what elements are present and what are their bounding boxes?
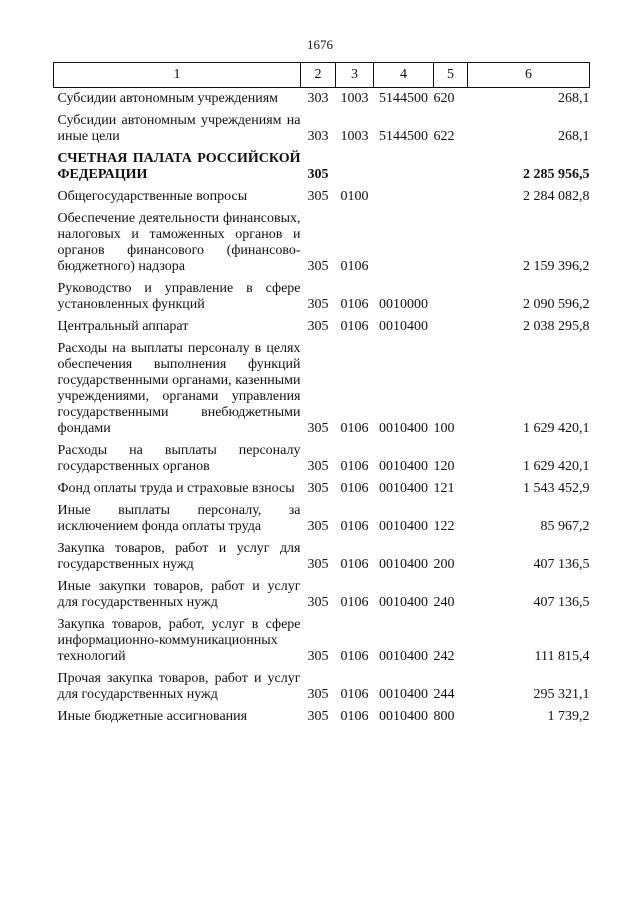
- header-cell: 6: [468, 63, 590, 88]
- item-name: Руководство и управление в сфере установленных функций: [57, 281, 301, 312]
- item-name: СЧЕТНАЯ ПАЛАТА РОССИЙСКОЙ ФЕДЕРАЦИИ: [57, 151, 301, 182]
- amount: 1 543 452,9: [523, 481, 590, 496]
- ministry-code: 305: [307, 459, 329, 474]
- amount: 1 739,2: [547, 709, 590, 724]
- section-code: 0106: [340, 297, 369, 312]
- table-row: [54, 183, 590, 205]
- expense-type-code: 622: [433, 129, 455, 144]
- table-row: [54, 665, 590, 703]
- table-row: [54, 573, 590, 611]
- header-cell: 5: [434, 63, 468, 88]
- section-code: 0100: [340, 189, 369, 204]
- item-name: Субсидии автономным учреждениям: [57, 91, 279, 106]
- amount: 268,1: [558, 91, 590, 106]
- target-article-code: 0010400: [379, 557, 428, 572]
- target-article-code: 0010400: [379, 687, 428, 702]
- ministry-code: 305: [307, 167, 329, 182]
- target-article-code: 0010400: [379, 595, 428, 610]
- table-row: [54, 313, 590, 335]
- ministry-code: 305: [307, 709, 329, 724]
- target-article-code: 0010400: [379, 459, 428, 474]
- budget-table: [53, 62, 590, 725]
- table-row: [54, 611, 590, 665]
- table-row: [54, 88, 590, 108]
- target-article-code: 0010400: [379, 709, 428, 724]
- expense-type-code: 240: [433, 595, 455, 610]
- amount: 407 136,5: [533, 557, 590, 572]
- target-article-code: 0010400: [379, 319, 428, 334]
- amount: 1 629 420,1: [523, 421, 590, 436]
- ministry-code: 305: [307, 557, 329, 572]
- item-name: Иные закупки товаров, работ и услуг для государственных нужд: [57, 579, 301, 610]
- expense-type-code: 244: [433, 687, 455, 702]
- amount: 295 321,1: [533, 687, 590, 702]
- expense-type-code: [434, 313, 468, 335]
- target-article-code: 0010400: [379, 481, 428, 496]
- table-row: [54, 535, 590, 573]
- target-article-code: 0010400: [379, 649, 428, 664]
- ministry-code: 305: [307, 481, 329, 496]
- header-cell: 4: [374, 63, 434, 88]
- ministry-code: 305: [307, 519, 329, 534]
- table-row: [54, 497, 590, 535]
- section-code: 0106: [340, 459, 369, 474]
- ministry-code: 305: [307, 297, 329, 312]
- ministry-code: 305: [307, 649, 329, 664]
- ministry-code: 305: [307, 189, 329, 204]
- section-code: 1003: [340, 129, 369, 144]
- expense-type-code: 120: [433, 459, 455, 474]
- ministry-code: 303: [307, 91, 329, 106]
- item-name: Прочая закупка товаров, работ и услуг для государственных нужд: [57, 671, 301, 702]
- item-name: Обеспечение деятельности финансовых, налоговых и таможенных органов и органов финансового (финансово-бюджетного) надзора: [57, 211, 301, 274]
- section-code: 0106: [340, 557, 369, 572]
- page-number: 1676: [307, 37, 333, 52]
- table-row: [54, 703, 590, 725]
- table-row: [54, 275, 590, 313]
- section-code: 0106: [340, 709, 369, 724]
- item-name: Субсидии автономным учреждениям на иные цели: [57, 113, 301, 144]
- section-code: 0106: [340, 595, 369, 610]
- target-article-code: 0010400: [379, 519, 428, 534]
- item-name: Закупка товаров, работ, услуг в сфере информационно-коммуникационных технологий: [57, 617, 301, 664]
- table-row: [54, 205, 590, 275]
- ministry-code: 305: [307, 595, 329, 610]
- target-article-code: [374, 145, 434, 183]
- section-code: 0106: [340, 687, 369, 702]
- ministry-code: 305: [307, 687, 329, 702]
- section-code: 1003: [340, 91, 369, 106]
- expense-type-code: 200: [433, 557, 455, 572]
- table-row: [54, 145, 590, 183]
- amount: 2 284 082,8: [523, 189, 590, 204]
- expense-type-code: [434, 183, 468, 205]
- expense-type-code: 122: [433, 519, 455, 534]
- section-code: 0106: [340, 259, 369, 274]
- amount: 111 815,4: [534, 649, 590, 664]
- header-cell: 1: [54, 63, 301, 88]
- item-name: Центральный аппарат: [57, 319, 189, 334]
- header-cell: 3: [336, 63, 374, 88]
- ministry-code: 305: [307, 319, 329, 334]
- item-name: Фонд оплаты труда и страховые взносы: [57, 481, 295, 496]
- table-row: [54, 335, 590, 437]
- expense-type-code: [434, 145, 468, 183]
- table-row: [54, 475, 590, 497]
- target-article-code: 0010400: [379, 421, 428, 436]
- expense-type-code: 121: [433, 481, 455, 496]
- amount: 2 090 596,2: [523, 297, 590, 312]
- amount: 1 629 420,1: [523, 459, 590, 474]
- expense-type-code: [434, 275, 468, 313]
- amount: 268,1: [558, 129, 590, 144]
- section-code: 0106: [340, 519, 369, 534]
- ministry-code: 303: [307, 129, 329, 144]
- expense-type-code: [434, 205, 468, 275]
- item-name: Закупка товаров, работ и услуг для государственных нужд: [57, 541, 301, 572]
- target-article-code: 5144500: [379, 91, 428, 106]
- ministry-code: 305: [307, 421, 329, 436]
- target-article-code: [374, 205, 434, 275]
- item-name: Иные бюджетные ассигнования: [57, 709, 248, 724]
- amount: 2 159 396,2: [523, 259, 590, 274]
- amount: 85 967,2: [540, 519, 590, 534]
- target-article-code: [374, 183, 434, 205]
- header-row: [54, 63, 590, 88]
- table-row: [54, 437, 590, 475]
- expense-type-code: 100: [433, 421, 455, 436]
- section-code: 0106: [340, 481, 369, 496]
- amount: 2 285 956,5: [523, 167, 590, 182]
- section-code: 0106: [340, 421, 369, 436]
- amount: 2 038 295,8: [523, 319, 590, 334]
- section-code: [336, 145, 374, 183]
- ministry-code: 305: [307, 259, 329, 274]
- item-name: Расходы на выплаты персоналу в целях обеспечения выполнения функций государственными органами, казенными учреждениями, органами управления государственными внебюджетными фондами: [57, 341, 301, 436]
- header-cell: 2: [301, 63, 336, 88]
- target-article-code: 5144500: [379, 129, 428, 144]
- table-row: [54, 107, 590, 145]
- expense-type-code: 242: [433, 649, 455, 664]
- expense-type-code: 800: [433, 709, 455, 724]
- item-name: Общегосударственные вопросы: [57, 189, 248, 204]
- expense-type-code: 620: [433, 91, 455, 106]
- item-name: Иные выплаты персоналу, за исключением фонда оплаты труда: [57, 503, 301, 534]
- section-code: 0106: [340, 649, 369, 664]
- item-name: Расходы на выплаты персоналу государственных органов: [57, 443, 301, 474]
- amount: 407 136,5: [533, 595, 590, 610]
- section-code: 0106: [340, 319, 369, 334]
- target-article-code: 0010000: [379, 297, 428, 312]
